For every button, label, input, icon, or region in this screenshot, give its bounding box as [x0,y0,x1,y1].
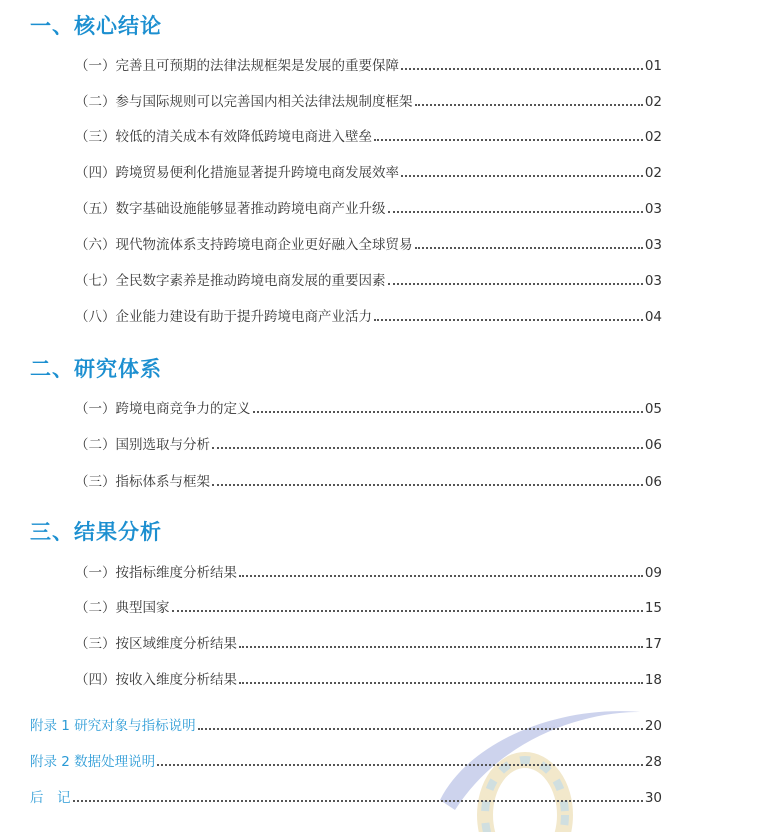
toc-page-number: 04 [644,309,662,325]
toc-entry-label: （六）现代物流体系支持跨境电商企业更好融入全球贸易 [75,237,413,253]
toc-entry-label: （四）按收入维度分析结果 [75,672,237,688]
toc-entry[interactable] [75,269,662,289]
toc-entry-label: （八）企业能力建设有助于提升跨境电商产业活力 [75,309,372,325]
dotted-leader [239,575,643,577]
toc-entry-label: 附录 2 数据处理说明 [30,754,156,770]
dotted-leader [374,139,643,141]
dotted-leader [212,484,643,486]
toc-entry-label: 附录 1 研究对象与指标说明 [30,718,196,734]
toc-entry[interactable] [75,90,662,110]
dotted-leader [374,319,643,321]
dotted-leader [415,104,643,106]
toc-page-number: 09 [644,565,662,581]
toc-page-number: 03 [644,273,662,289]
toc-entry[interactable] [75,632,662,652]
toc-entry[interactable] [75,197,662,217]
toc-entry-label: （二）典型国家 [75,600,170,616]
toc-entry[interactable] [75,125,662,145]
toc-entry[interactable] [75,161,662,181]
toc-entry[interactable] [75,433,662,453]
toc-entry[interactable] [75,54,662,74]
toc-entry[interactable] [75,397,662,417]
toc-entry-label: 后 记 [30,790,71,806]
appendix-entry[interactable] [30,750,662,770]
toc-page-number: 01 [644,58,662,74]
toc-entry[interactable] [75,561,662,581]
toc-entry-label: （一）完善且可预期的法律法规框架是发展的重要保障 [75,58,399,74]
toc-page-number: 06 [644,474,662,490]
dotted-leader [73,800,643,802]
dotted-leader [401,68,643,70]
toc-page-number: 28 [644,754,662,770]
toc-page-number: 15 [644,600,662,616]
toc-entry[interactable] [75,668,662,688]
toc-page-number: 17 [644,636,662,652]
toc-page-number: 03 [644,237,662,253]
dotted-leader [172,610,643,612]
toc-page-number: 03 [644,201,662,217]
toc-entry-label: （三）指标体系与框架 [75,474,210,490]
toc-entry-label: （三）较低的清关成本有效降低跨境电商进入壁垒 [75,129,372,145]
appendix-entry[interactable] [30,786,662,806]
dotted-leader [239,682,643,684]
toc-entry-label: （四）跨境贸易便利化措施显著提升跨境电商发展效率 [75,165,399,181]
toc-page-number: 06 [644,437,662,453]
toc-entry[interactable] [75,596,662,616]
section-heading[interactable]: 一、核心结论 [30,14,162,38]
toc-page-number: 18 [644,672,662,688]
dotted-leader [401,175,643,177]
dotted-leader [253,411,643,413]
toc-page-number: 02 [644,94,662,110]
dotted-leader [198,728,643,730]
toc-entry[interactable] [75,305,662,325]
appendix-entry[interactable] [30,714,662,734]
toc-page-number: 20 [644,718,662,734]
toc-entry[interactable] [75,470,662,490]
toc-page-number: 30 [644,790,662,806]
toc-page-number: 02 [644,129,662,145]
dotted-leader [388,211,643,213]
toc-entry-label: （一）跨境电商竞争力的定义 [75,401,251,417]
toc-entry-label: （七）全民数字素养是推动跨境电商发展的重要因素 [75,273,386,289]
section-heading[interactable]: 二、研究体系 [30,357,162,381]
toc-page-number: 02 [644,165,662,181]
dotted-leader [157,764,643,766]
dotted-leader [239,646,643,648]
toc-entry-label: （五）数字基础设施能够显著推动跨境电商产业升级 [75,201,386,217]
toc-entry-label: （二）参与国际规则可以完善国内相关法律法规制度框架 [75,94,413,110]
section-heading[interactable]: 三、结果分析 [30,520,162,544]
toc-entry-label: （三）按区域维度分析结果 [75,636,237,652]
dotted-leader [212,447,643,449]
toc-page-number: 05 [644,401,662,417]
toc-entry-label: （一）按指标维度分析结果 [75,565,237,581]
toc-entry-label: （二）国别选取与分析 [75,437,210,453]
toc-entry[interactable] [75,233,662,253]
dotted-leader [388,283,643,285]
dotted-leader [415,247,643,249]
